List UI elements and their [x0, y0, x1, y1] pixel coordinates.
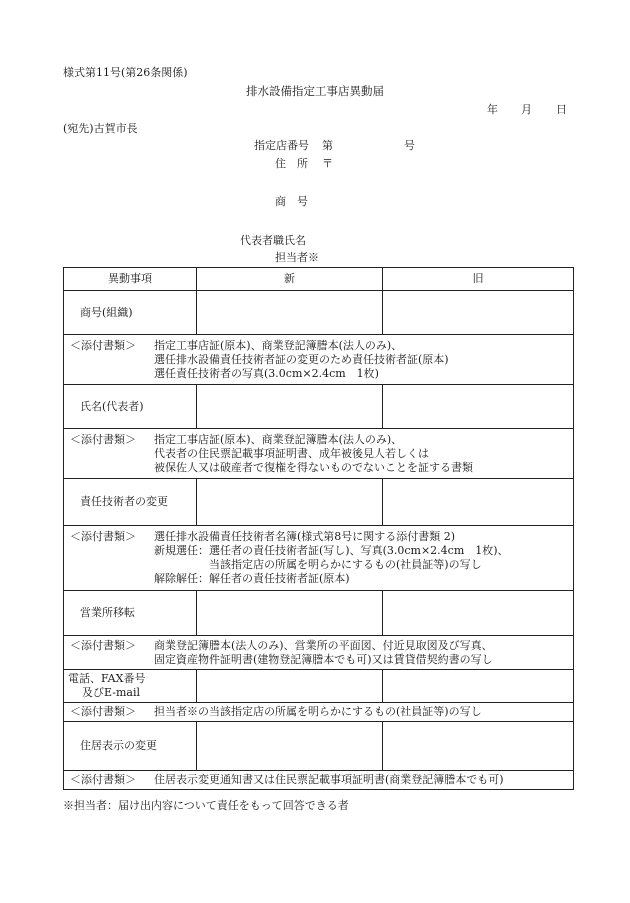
attachment-cell [64, 703, 574, 722]
attachment-line: 指定工事店証(原本)、商業登記簿謄本(法人のみ)、 [154, 432, 403, 446]
postal-mark: 〒 [322, 157, 333, 170]
shop-number-prefix: 第 [322, 139, 333, 152]
attachment-label: ＜添付書類＞ [70, 638, 136, 652]
attachment-line: 解除解任：解任者の責任技術者証(原本) [154, 572, 350, 585]
table-row [64, 385, 574, 429]
table-row [64, 591, 574, 636]
old-value-cell[interactable] [383, 670, 574, 703]
shop-number-label: 指定店番号 [254, 139, 309, 152]
trade-name-label: 商 号 [275, 195, 308, 208]
item-trade-name: 商号(組織) [64, 291, 197, 335]
table-row [64, 722, 574, 771]
footnote: ※担当者：届け出内容について責任をもって回答できる者 [63, 799, 349, 812]
new-value-cell[interactable] [197, 670, 383, 703]
attachment-row [64, 335, 574, 385]
date-month: 月 [521, 103, 532, 116]
old-value-cell[interactable] [383, 591, 574, 636]
attachment-row [64, 526, 574, 591]
attachment-cell [64, 771, 574, 790]
attachment-label: ＜添付書類＞ [70, 773, 136, 786]
old-value-cell[interactable] [383, 291, 574, 335]
attachment-line: 新規選任：選任者の責任技術者証(写し)、写真(3.0cm×2.4cm 1枚)、 [154, 544, 509, 557]
form-title: 排水設備指定工事店異動届 [246, 84, 384, 98]
form-number: 様式第11号(第26条関係) [63, 66, 188, 79]
new-value-cell[interactable] [197, 479, 383, 526]
header-item: 異動事項 [64, 268, 197, 291]
header-old: 旧 [383, 268, 574, 291]
attachment-label: ＜添付書類＞ [70, 338, 136, 352]
attachment-cell [64, 526, 574, 591]
attachment-line: 選任排水設備責任技術者名簿(様式第8号に関する添付書類 2) [154, 530, 456, 543]
item-office-relocation: 営業所移転 [64, 591, 197, 636]
date-day: 日 [556, 103, 567, 116]
attachment-line: 当該指定店の所属を明らかにするもの(社員証等)の写し [154, 558, 482, 571]
new-value-cell[interactable] [197, 385, 383, 429]
attachment-label: ＜添付書類＞ [70, 530, 136, 543]
table-row [64, 479, 574, 526]
attachment-cell [64, 335, 574, 385]
old-value-cell[interactable] [383, 479, 574, 526]
attachment-line: 住居表示変更通知書又は住民票記載事項証明書(商業登記簿謄本でも可) [154, 773, 504, 786]
attachment-line: 商業登記簿謄本(法人のみ)、営業所の平面図、付近見取図及び写真、 [154, 638, 493, 652]
date-year: 年 [487, 103, 498, 116]
change-items-table [63, 267, 574, 790]
attachment-line: 選任排水設備責任技術者証の変更のため責任技術者証(原本) [154, 352, 449, 366]
table-row [64, 291, 574, 335]
attachment-row [64, 429, 574, 479]
attachment-label: ＜添付書類＞ [70, 705, 136, 718]
attachment-cell [64, 429, 574, 479]
new-value-cell[interactable] [197, 591, 383, 636]
old-value-cell[interactable] [383, 722, 574, 771]
contact-label: 担当者※ [275, 251, 319, 264]
addressee: (宛先)古賀市長 [63, 122, 138, 135]
old-value-cell[interactable] [383, 385, 574, 429]
table-header-row [64, 268, 574, 291]
item-engineer-change: 責任技術者の変更 [64, 479, 197, 526]
attachment-row [64, 771, 574, 790]
item-contact-line1: 電話、FAX番号 [68, 672, 146, 685]
item-representative: 氏名(代表者) [64, 385, 197, 429]
item-contact-info [64, 670, 197, 703]
new-value-cell[interactable] [197, 722, 383, 771]
attachment-row [64, 703, 574, 722]
item-address-display: 住居表示の変更 [64, 722, 197, 771]
table-row [64, 670, 574, 703]
attachment-line: 選任責任技術者の写真(3.0cm×2.4cm 1枚) [154, 366, 379, 380]
shop-number-suffix: 号 [404, 139, 415, 152]
attachment-line: 代表者の住民票記載事項証明書、成年被後見人若しくは [154, 446, 429, 460]
representative-label: 代表者職氏名 [240, 234, 306, 247]
new-value-cell[interactable] [197, 291, 383, 335]
attachment-row [64, 636, 574, 670]
item-contact-line2: 及びE-mail [82, 686, 140, 699]
attachment-line: 被保佐人又は破産者で復権を得ないものでないことを証する書類 [154, 460, 473, 474]
header-new: 新 [197, 268, 383, 291]
attachment-line: 指定工事店証(原本)、商業登記簿謄本(法人のみ)、 [154, 338, 403, 352]
attachment-cell [64, 636, 574, 670]
attachment-line: 担当者※の当該指定店の所属を明らかにするもの(社員証等)の写し [154, 705, 482, 718]
attachment-label: ＜添付書類＞ [70, 432, 136, 446]
address-label: 住 所 [275, 157, 308, 170]
attachment-line: 固定資産物件証明書(建物登記簿謄本でも可)又は賃貸借契約書の写し [154, 652, 493, 666]
